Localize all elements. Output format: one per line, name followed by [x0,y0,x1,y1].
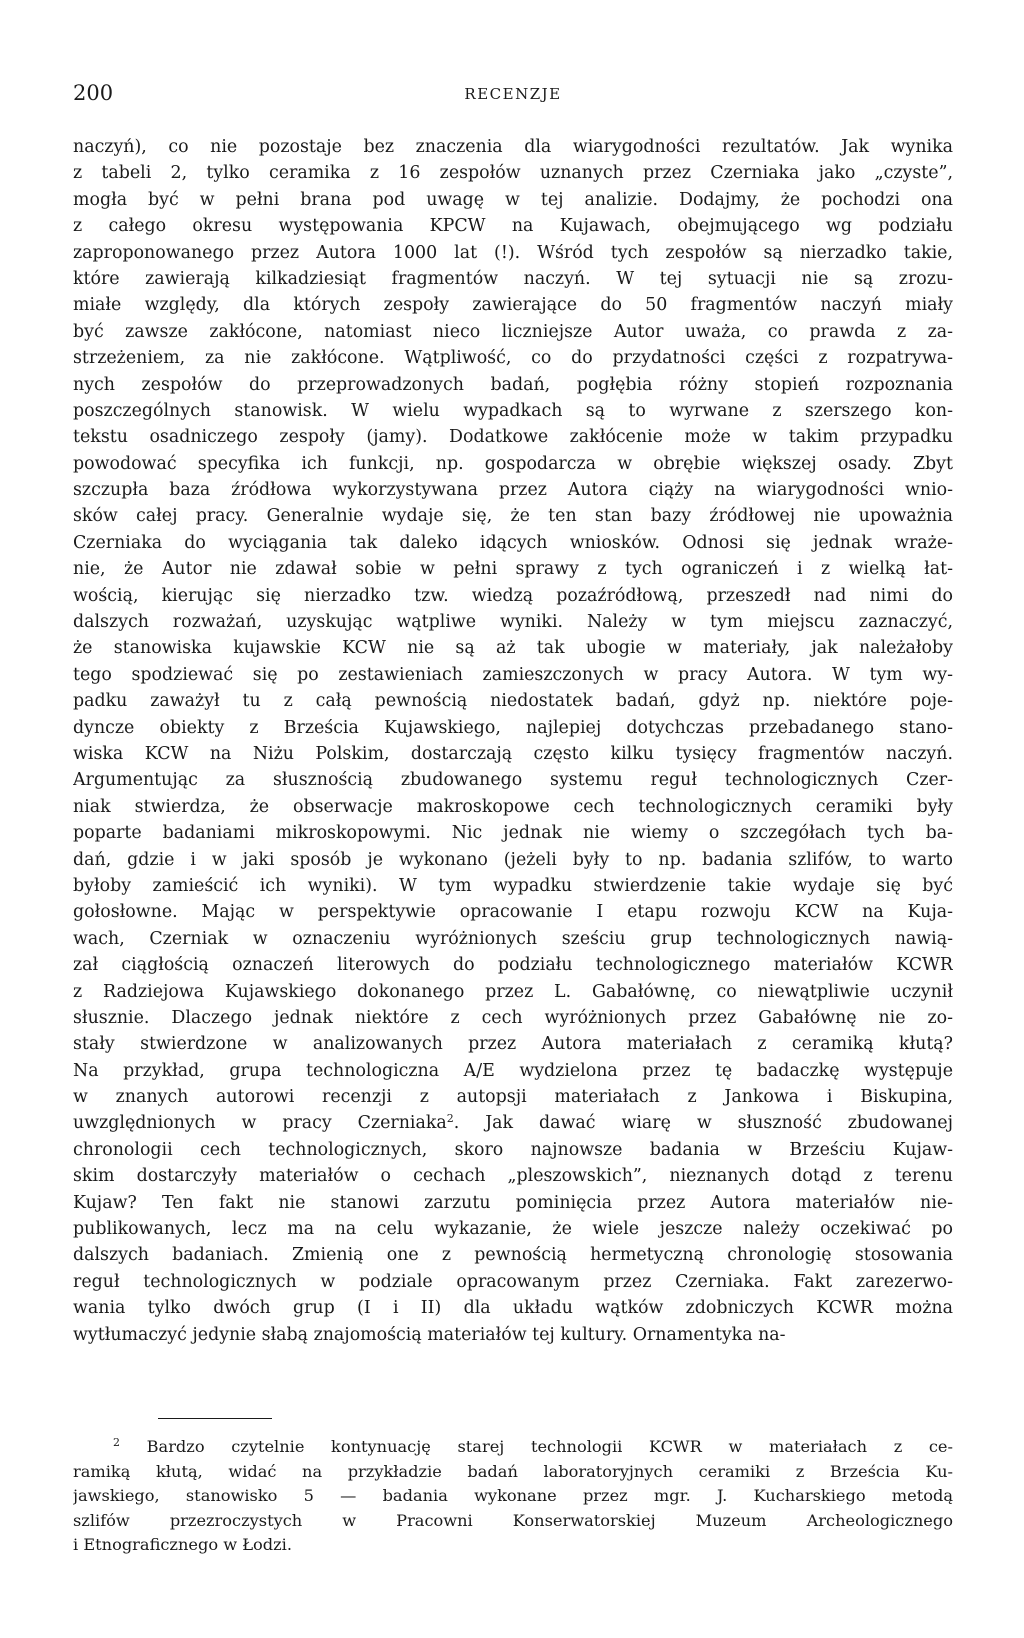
text-line: tekstu osadniczego zespoły (jamy). Dodatkowe zakłócenie może w takim przypadku [73,427,953,448]
text-line: poparte badaniami mikroskopowymi. Nic jednak nie wiemy o szczegółach tych ba- [73,823,953,844]
text-line: nie, że Autor nie zdawał sobie w pełni sprawy z tych ograniczeń i z wielką łat- [73,559,953,580]
text-line: chronologii cech technologicznych, skoro najnowsze badania w Brześciu Kujaw- [73,1139,953,1160]
text-line: wiska KCW na Niżu Polskim, dostarczają często kilku tysięcy fragmentów naczyń. [73,743,953,764]
footnote-ref: 2 [446,1112,454,1126]
body-text [73,134,953,1348]
text-fragment: . Jak dawać wiarę w słuszność zbudowanej [453,1113,953,1134]
text-fragment: Bardzo czytelnie kontynuację starej technologii KCWR w materiałach z ce- [120,1437,953,1456]
text-line: niak stwierdza, że obserwacje makroskopowe cech technologicznych ceramiki były [73,796,953,817]
text-line: stały stwierdzone w analizowanych przez Autora materiałach z ceramiką kłutą? [73,1034,953,1055]
text-line: skim dostarczyły materiałów o cechach „pleszowskich”, nieznanych dotąd z terenu [73,1166,953,1187]
footnote-line: i Etnograficznego w Łodzi. [73,1535,293,1554]
text-line: z tabeli 2, tylko ceramika z 16 zespołów uznanych przez Czerniaka jako „czyste”, [73,163,953,184]
text-line: wania tylko dwóch grup (I i II) dla układu wątków zdobniczych KCWR można [73,1298,953,1319]
text-line: poszczególnych stanowisk. W wielu wypadkach są to wyrwane z szerszego kon- [73,400,953,421]
text-line: być zawsze zakłócone, natomiast nieco liczniejsze Autor uważa, co prawda z za- [73,321,953,342]
text-line: szczupła baza źródłowa wykorzystywana przez Autora ciąży na wiarygodności wnio- [73,480,953,501]
footnote-marker: 2 [113,1436,120,1449]
text-line: zaproponowanego przez Autora 1000 lat (!). Wśród tych zespołów są nierzadko takie, [73,242,953,263]
text-line: dalszych rozważań, uzyskując wątpliwe wyniki. Należy w tym miejscu zaznaczyć, [73,612,953,633]
text-line: padku zaważył tu z całą pewnością niedostatek badań, gdyż np. niektóre poje- [73,691,953,712]
text-line: Argumentując za słusznością zbudowanego systemu reguł technologicznych Czer- [73,770,953,791]
text-line: zał ciągłością oznaczeń literowych do podziału technologicznego materiałów KCWR [73,955,953,976]
text-line: Na przykład, grupa technologiczna A/E wydzielona przez tę badaczkę występuje [73,1060,953,1081]
text-line: słusznie. Dlaczego jednak niektóre z cech wyróżnionych przez Gabałównę nie zo- [73,1007,953,1028]
text-line: z całego okresu występowania KPCW na Kujawach, obejmującego wg podziału [73,216,953,237]
footnote-line [73,1435,953,1460]
text-line: strzeżeniem, za nie zakłócone. Wątpliwość, co do przydatności części z rozpatrywa- [73,348,953,369]
text-line: wytłumaczyć jedynie słabą znajomością materiałów tej kultury. Ornamentyka na- [73,1324,786,1345]
text-line: byłoby zamieścić ich wyniki). W tym wypadku stwierdzenie takie wydaje się być [73,875,953,896]
text-line: miałe względy, dla których zespoły zawierające do 50 fragmentów naczyń miały [73,295,953,316]
text-line: mogła być w pełni brana pod uwagę w tej analizie. Dodajmy, że pochodzi ona [73,189,953,210]
text-line: które zawierają kilkadziesiąt fragmentów naczyń. W tej sytuacji nie są zrozu- [73,268,953,289]
text-line: gołosłowne. Mając w perspektywie opracowanie I etapu rozwoju KCW na Kuja- [73,902,953,923]
text-line: reguł technologicznych w podziale opracowanym przez Czerniaka. Fakt zarezerwo- [73,1271,953,1292]
text-line: naczyń), co nie pozostaje bez znaczenia dla wiarygodności rezultatów. Jak wynika [73,137,953,157]
text-line: publikowanych, lecz ma na celu wykazanie, że wiele jeszcze należy oczekiwać po [73,1219,953,1240]
text-line: dyncze obiekty z Brześcia Kujawskiego, najlepiej dotychczas przebadanego stano- [73,717,953,738]
text-line: dań, gdzie i w jaki sposób je wykonano (jeżeli były to np. badania szlifów, to warto [73,849,953,870]
text-line: nych zespołów do przeprowadzonych badań, pogłębia różny stopień rozpoznania [73,374,953,395]
footnote-line: szlifów przezroczystych w Pracowni Konserwatorskiej Muzeum Archeologicznego [73,1510,953,1530]
footnote-divider [158,1418,272,1419]
footnote [73,1435,953,1558]
text-line: wością, kierując się nierzadko tzw. wiedzą pozaźródłową, przeszedł nad nimi do [73,585,953,606]
footnote-line: ramiką kłutą, widać na przykładzie badań laboratoryjnych ceramiki z Brześcia Ku- [73,1461,953,1481]
footnote-line: jawskiego, stanowisko 5 — badania wykonane przez mgr. J. Kucharskiego metodą [73,1486,953,1505]
running-head: RECENZJE [464,85,562,103]
text-line: że stanowiska kujawskie KCW nie są aż tak ubogie w materiały, jak należałoby [73,638,953,659]
text-line: Czerniaka do wyciągania tak daleko idących wniosków. Odnosi się jednak wraże- [73,532,953,553]
text-fragment: uwzględnionych w pracy Czerniaka [73,1113,447,1134]
page-header [73,80,953,110]
text-line: sków całej pracy. Generalnie wydaje się, że ten stan bazy źródłowej nie upoważnia [73,506,953,527]
text-line: tego spodziewać się po zestawieniach zamieszczonych w pracy Autora. W tym wy- [73,664,953,685]
text-line: Kujaw? Ten fakt nie stanowi zarzutu pominięcia przez Autora materiałów nie- [73,1192,953,1213]
page-number: 200 [73,81,114,105]
text-line: w znanych autorowi recenzji z autopsji materiałach z Jankowa i Biskupina, [73,1087,953,1108]
text-line: dalszych badaniach. Zmienią one z pewnością hermetyczną chronologię stosowania [73,1245,953,1266]
text-line: wach, Czerniak w oznaczeniu wyróżnionych sześciu grup technologicznych nawią- [73,928,953,949]
text-line: z Radziejowa Kujawskiego dokonanego przez L. Gabałównę, co niewątpliwie uczynił [73,981,953,1002]
text-line: powodować specyfika ich funkcji, np. gospodarcza w obrębie większej osady. Zbyt [73,453,953,474]
text-line-with-footnote-ref [73,1110,953,1136]
